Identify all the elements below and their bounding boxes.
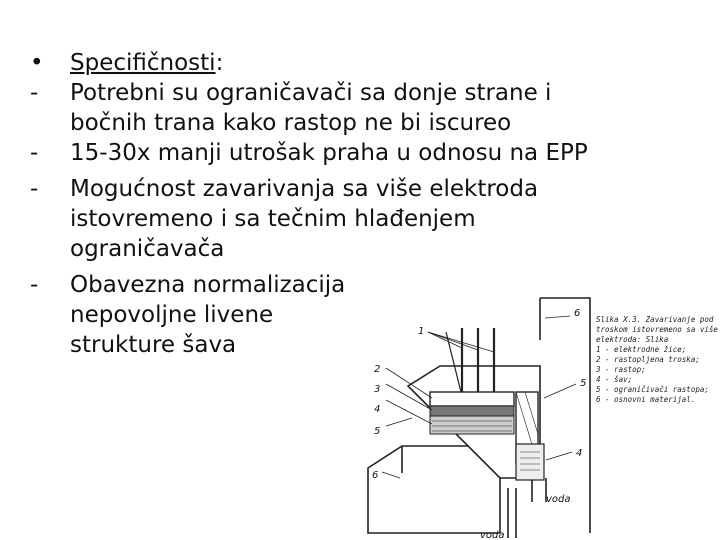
heading-suffix: :	[215, 50, 224, 76]
caption-line-4: 1 - elektrodne žice;	[596, 345, 687, 354]
caption-line-7: 4 - šav;	[596, 375, 633, 384]
bullet-item-2	[28, 138, 668, 168]
label-4-right: 4	[576, 448, 583, 459]
label-5-right: 5	[580, 378, 587, 389]
item-1-line-2: bočnih trana kako rastop ne bi iscureo	[70, 110, 512, 136]
caption-line-3: elektroda: Slika	[596, 335, 669, 344]
label-6-top: 6	[574, 308, 581, 319]
welding-diagram-figure	[340, 288, 720, 540]
label-3: 3	[374, 384, 381, 395]
label-5-left: 5	[374, 426, 381, 437]
bullet-marker: •	[30, 50, 44, 76]
dash-marker: -	[30, 140, 39, 166]
item-4-line-1: Obavezna normalizacija	[70, 272, 346, 298]
label-4: 4	[374, 404, 381, 415]
item-4-line-2: nepovoljne livene	[70, 302, 274, 328]
caption-line-5: 2 - rastopljena troska;	[596, 355, 700, 364]
caption-line-6: 3 - rastop;	[596, 365, 646, 374]
item-2-line-1: 15-30x manji utrošak praha u odnosu na EPP	[70, 140, 588, 166]
item-3-line-1: Mogućnost zavarivanja sa više elektroda	[70, 176, 539, 202]
dash-marker: -	[30, 272, 39, 298]
item-3-line-3: ograničavača	[70, 236, 225, 262]
figure-caption	[595, 315, 718, 404]
dash-marker: -	[30, 176, 39, 202]
caption-line-1: Slika X.3. Zavarivanje pod	[596, 315, 714, 324]
heading-label: Specifičnosti	[70, 50, 216, 76]
item-4-line-3: strukture šava	[70, 332, 237, 358]
label-6-bottom: 6	[372, 470, 379, 481]
bullet-item-3	[28, 174, 668, 264]
label-1: 1	[418, 326, 425, 337]
water-label-right: voda	[546, 494, 571, 505]
bullet-item-1	[28, 78, 668, 138]
label-2: 2	[374, 364, 381, 375]
item-3-line-2: istovremeno i sa tečnim hlađenjem	[70, 206, 476, 232]
caption-line-8: 5 - ograničivači rastopa;	[596, 385, 709, 394]
caption-line-9: 6 - osnovni materijal.	[596, 395, 696, 404]
bullet-heading	[28, 48, 668, 78]
water-label-bottom: voda	[480, 530, 505, 540]
dash-marker: -	[30, 80, 39, 106]
item-1-line-1: Potrebni su ograničavači sa donje strane i	[70, 80, 552, 106]
caption-line-2: troskom istovremeno sa više	[596, 325, 718, 334]
